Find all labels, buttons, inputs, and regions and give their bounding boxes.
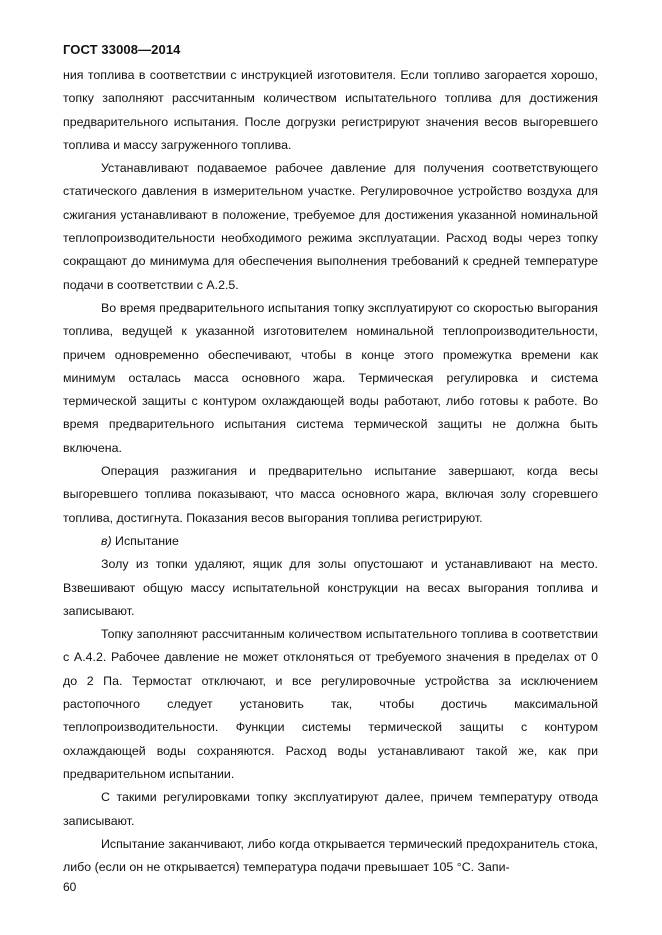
paragraph: Испытание заканчивают, либо когда открывается термический предохранитель стока, либо (если он не открывается) температура подачи превышает 105 °С. Запи- (63, 836, 598, 875)
standard-header: ГОСТ 33008—2014 (63, 42, 181, 57)
paragraph-continuation: ния топлива в соответствии с инструкцией изготовителя. Если топливо загорается хорошо, топку заполняют рассчитанным количеством испытательного топлива для достижения предварительного испытания. После догрузки регистрируют значения весов выгоревшего топлива и массу загруженного топлива. (63, 68, 598, 152)
paragraph: Устанавливают подаваемое рабочее давление для получения соответствующего статического давления в измерительном участке. Регулировочное устройство воздуха для сжигания устанавливают в положение, требуемое для достижения указанной номинальной теплопроизводительности необходимого режима эксплуатации. Расход воды через топку сокращают до минимума для обеспечения выполнения требований к средней температуре подачи в соответствии с А.2.5. (63, 161, 598, 292)
subsection-heading (63, 530, 598, 553)
paragraph: Золу из топки удаляют, ящик для золы опустошают и устанавливают на место. Взвешивают общую массу испытательной конструкции на весах выгорания топлива и записывают. (63, 557, 598, 618)
paragraph: Операция разжигания и предварительно испытание завершают, когда весы выгоревшего топлива показывают, что масса основного жара, включая золу сгоревшего топлива, достигнута. Показания весов выгорания топлива регистрируют. (63, 464, 598, 525)
page-number: 60 (63, 880, 77, 894)
paragraph: Топку заполняют рассчитанным количеством испытательного топлива в соответствии с А.4.2. Рабочее давление не может отклоняться от требуемого значения в пределах от 0 до 2 Па. Термостат отключают, и все регулировочные устройства за исключением растопочного следует установить так, чтобы достичь максимальной теплопроизводительности. Функции системы термической защиты с контуром охлаждающей воды сохраняются. Расход воды устанавливают такой же, как при предварительном испытании. (63, 627, 598, 781)
paragraph: Во время предварительного испытания топку эксплуатируют со скоростью выгорания топлива, ведущей к указанной изготовителем номинальной теплопроизводительности, причем одновременно обеспечивают, чтобы в конце этого промежутка времени как минимум осталась масса основного жара. Термическая регулировка и система термической защиты с контуром охлаждающей воды работают, либо готовы к работе. Во время предварительного испытания система термической защиты не должна быть включена. (63, 300, 598, 455)
body-text (63, 64, 598, 879)
paragraph: С такими регулировками топку эксплуатируют далее, причем температуру отвода записывают. (63, 790, 598, 828)
subsection-title: Испытание (115, 533, 179, 548)
subsection-letter: в) (101, 533, 112, 548)
